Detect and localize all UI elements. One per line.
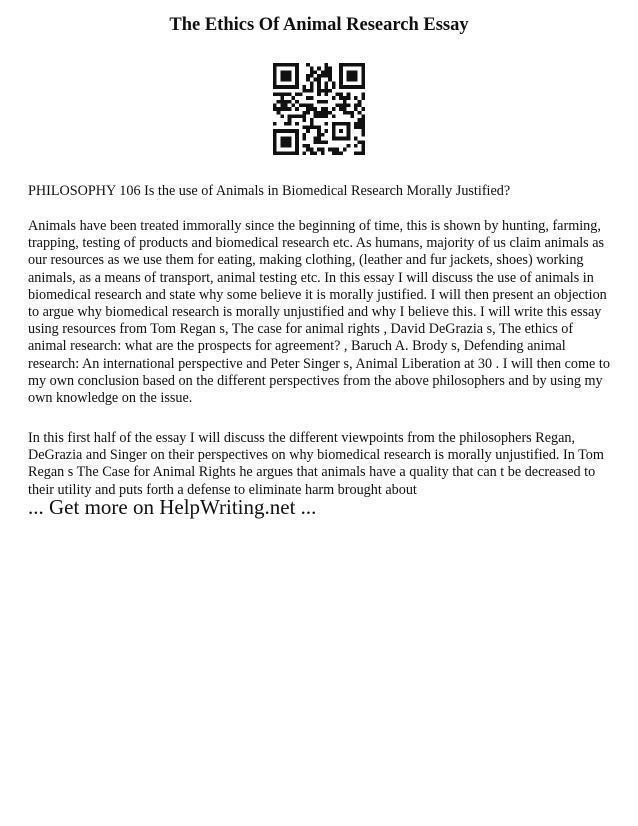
qr-code-icon bbox=[273, 63, 365, 155]
essay-paragraph-2: In this first half of the essay I will discuss the different viewpoints from the philosophers Regan, DeGrazia and Singer on their perspectives on why biomedical research is morally unjustified. In Tom Regan s The Case for Animal Rights he argues that animals have a quality that can t be decreased to their utility and puts forth a defense to eliminate harm brought about bbox=[28, 430, 604, 498]
subject-line: PHILOSOPHY 106 Is the use of Animals in Biomedical Research Morally Justified? bbox=[28, 183, 511, 199]
essay-paragraph-1: Animals have been treated immorally since the beginning of time, this is shown by hunting, farming, trapping, testing of products and biomedical research etc. As humans, majority of us claim animals as our resources as we use them for eating, making clothing, (leather and fur jackets, shoes) working animals, as a means of transport, animal testing etc. In this essay I will discuss the use of animals in biomedical research and state why some believe it is morally justified. I will then present an objection to argue why biomedical research is morally unjustified and why I believe this. I will write this essay using resources from Tom Regan s, The case for animal rights , David DeGrazia s, The ethics of animal research: what are the prospects for agreement? , Baruch A. Brody s, Defending animal research: An international perspective and Peter Singer s, Animal Liberation at 30 . I will then come to my own conclusion based on the different perspectives from the above philosophers and by using my own knowledge on the issue. bbox=[28, 218, 610, 407]
page-title: The Ethics Of Animal Research Essay bbox=[169, 15, 469, 35]
get-more-link[interactable]: ... Get more on HelpWriting.net ... bbox=[28, 495, 317, 519]
